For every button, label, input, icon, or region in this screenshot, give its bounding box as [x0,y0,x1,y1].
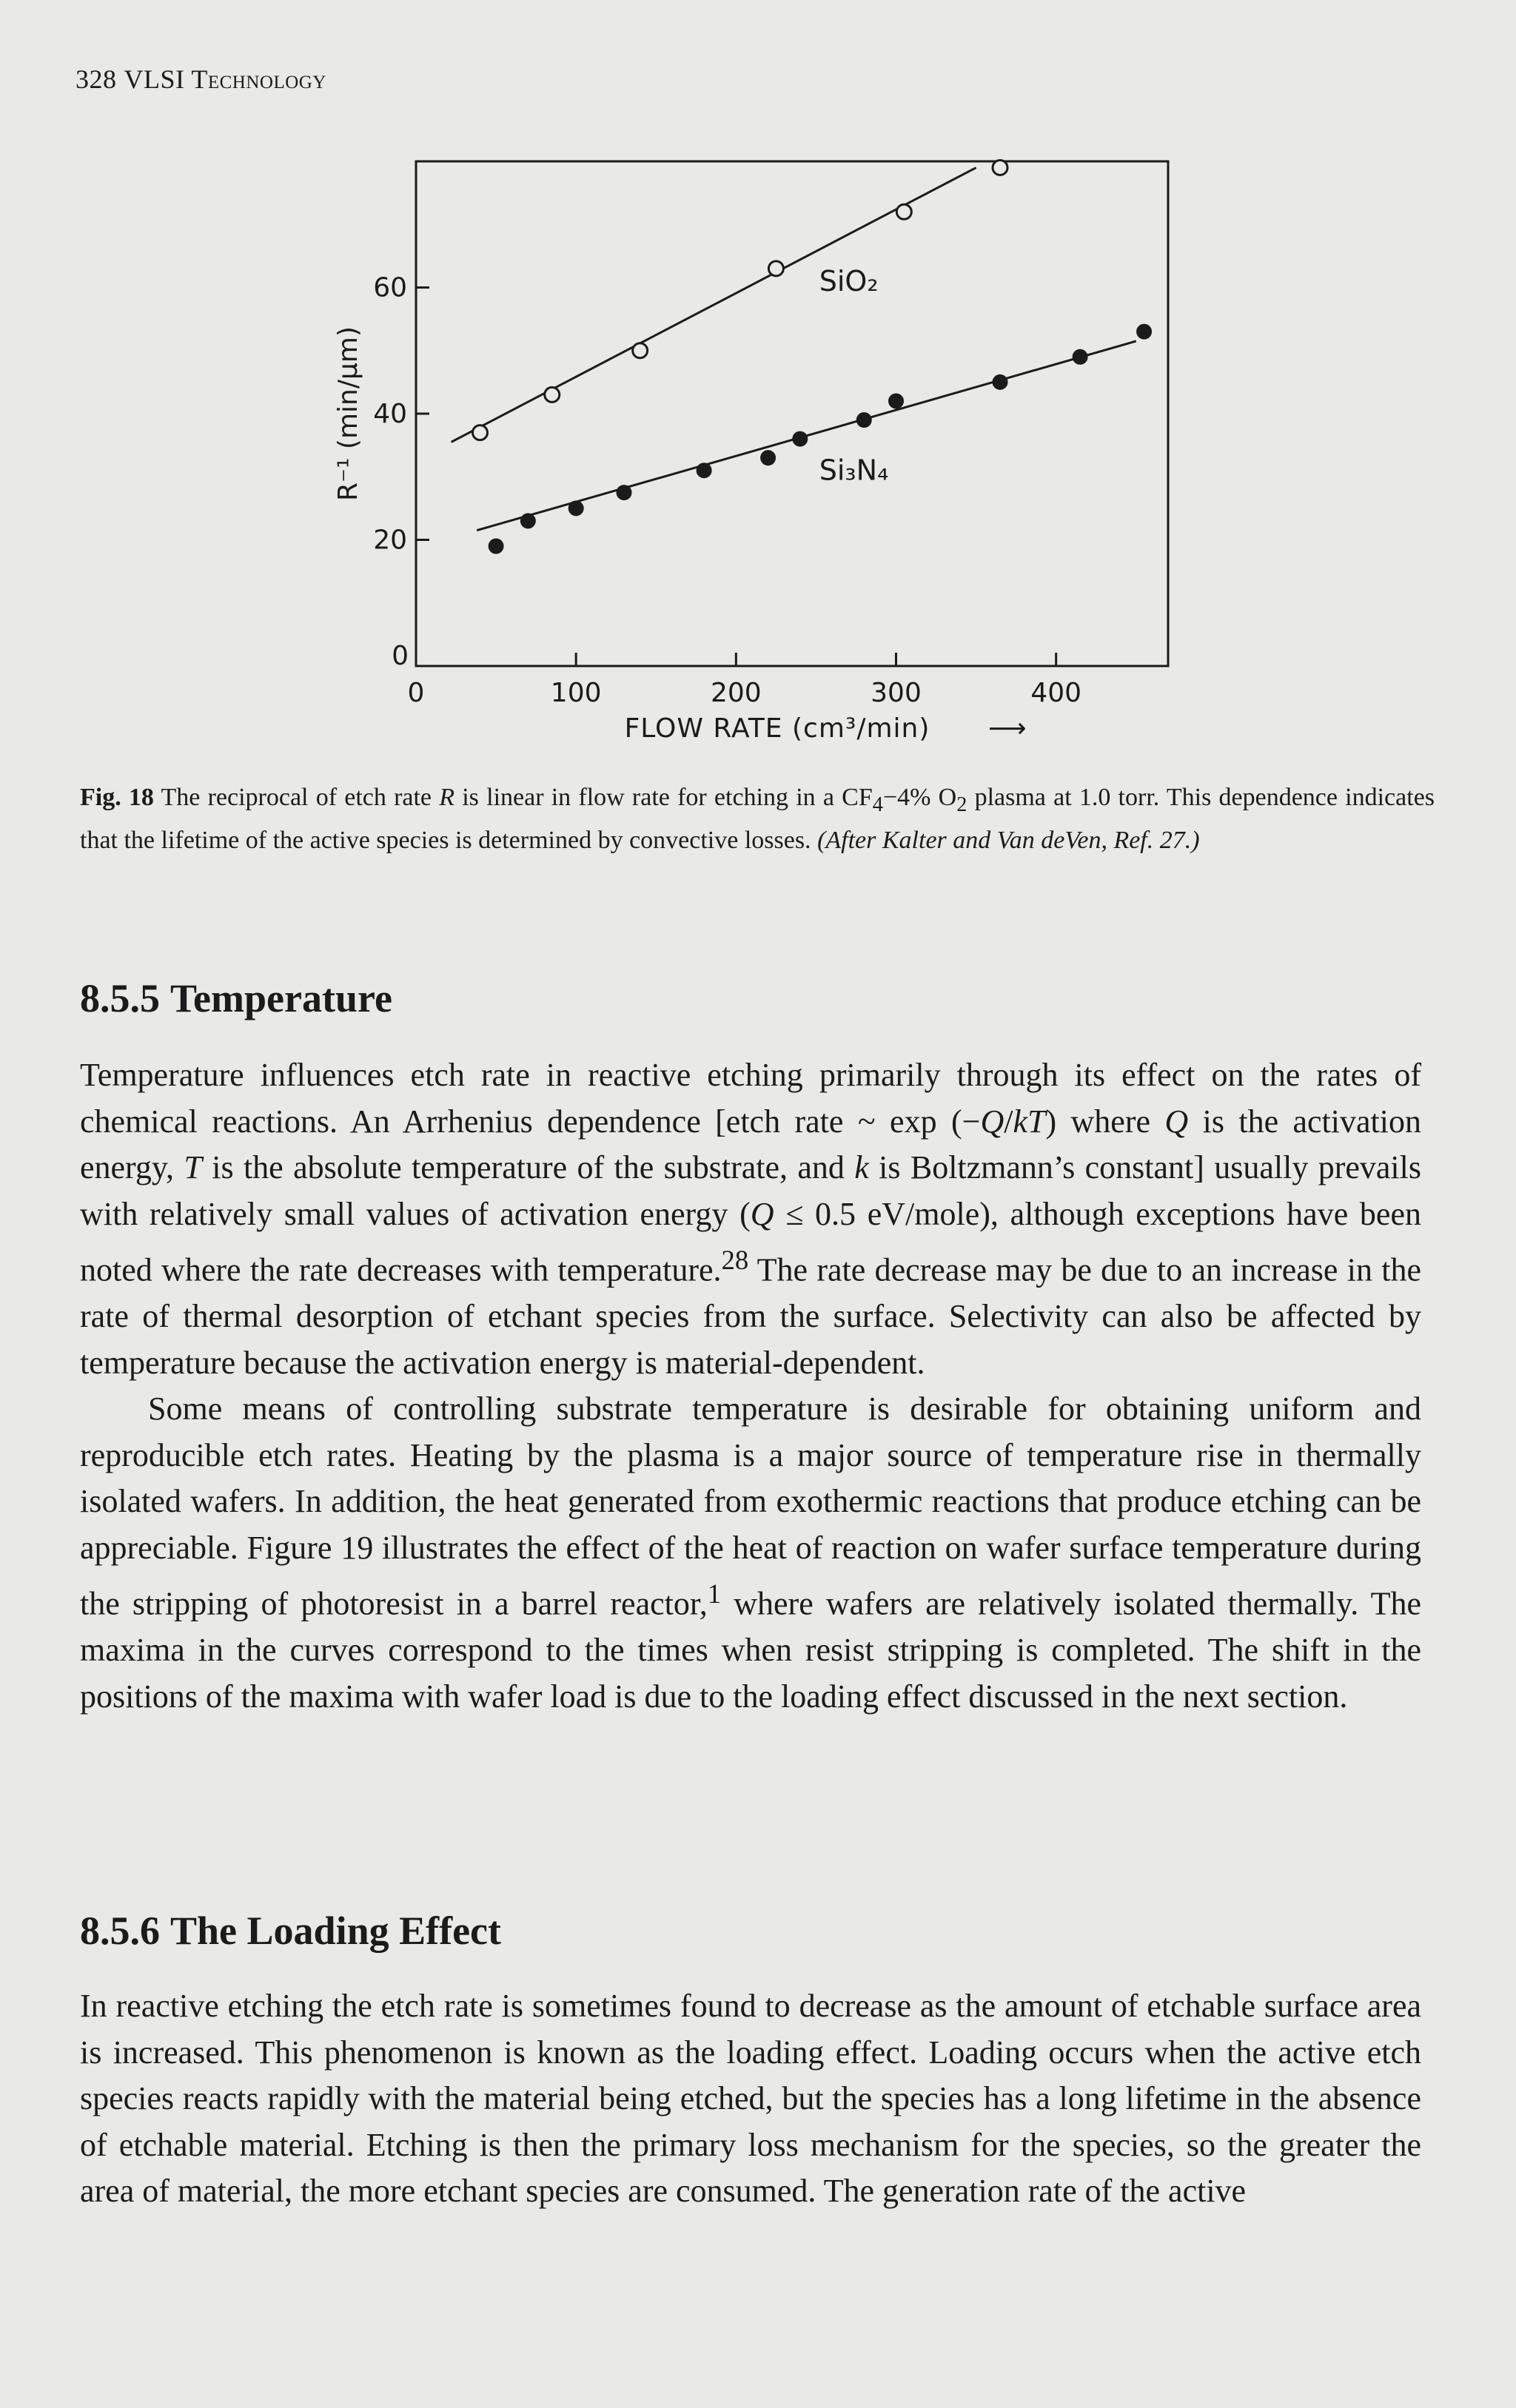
section-title: Temperature [170,976,392,1020]
data-point [489,539,503,553]
text-run: Temperature influences etch rate in reactive etching primarily through its effect on the rates of chemical reactions. An Arrhenius dependence [etch rate ~ exp (− [80,1057,1421,1140]
caption-attribution: (After Kalter and Van deVen, Ref. 27.) [817,826,1200,854]
data-point [762,451,775,465]
data-point [521,514,534,528]
data-point [890,394,903,408]
math-var: k [854,1149,869,1185]
figure-label: Fig. 18 [80,784,154,811]
x-tick-label: 200 [710,678,762,708]
series-label: SiO₂ [819,264,879,297]
section-body-temperature [80,1052,1421,1720]
section-heading-temperature [80,975,392,1021]
section-number: 8.5.6 [80,1908,160,1953]
caption-variable: R [439,784,455,811]
data-point [697,464,711,477]
x-tick-label: 300 [871,678,922,708]
x-tick-label: 0 [407,678,425,708]
reference-superscript: 28 [721,1245,749,1275]
math-var: T [184,1149,202,1185]
math-var: kT [1013,1103,1046,1140]
data-point [633,343,648,358]
text-run: / [1004,1103,1013,1140]
text-run: is the absolute temperature of the substrate, and [201,1149,855,1185]
x-tick-label: 400 [1030,678,1082,708]
text-run: The rate decrease may be due to an increase in the rate of thermal desorption of etchant species from the surface. Selectivity can also be affected by temperature because the activation energy is material-dependent. [80,1251,1421,1381]
caption-text: The reciprocal of etch rate [153,784,440,811]
plot-frame [416,161,1168,666]
data-point [794,432,807,445]
x-axis-arrow: ⟶ [988,713,1027,744]
text-run: ≤ 0.5 eV/mole), although exceptions have been noted where the rate decreases with temperature. [80,1195,1421,1288]
section-title: The Loading Effect [170,1908,502,1953]
caption-subscript: 2 [956,793,967,816]
page-number: 328 [76,64,117,94]
paragraph [80,1386,1421,1720]
x-tick-label: 100 [550,678,602,708]
data-point [472,426,487,440]
caption-text: is linear in flow rate for etching in a CF [455,784,873,811]
caption-subscript: 4 [872,793,883,816]
text-run: Some means of controlling substrate temperature is desirable for obtaining uniform and reproducible etch rates. Heating by the plasma is a major source of temperature rise in thermally isolated wafers. In addition, the heat generated from exothermic reactions that produce etching can be appreciable. Figure 19 illustrates the effect of the heat of reaction on wafer surface temperature during the stripping of photoresist in a barrel reactor, [80,1390,1421,1622]
paragraph: In reactive etching the etch rate is sometimes found to decrease as the amount of etchable surface area is increased. This phenomenon is known as the loading effect. Loading occurs when the active etch species reacts rapidly with the material being etched, but the species has a long lifetime in the absence of etchable material. Etching is then the primary loss mechanism for the species, so the greater the area of material, the more etchant species are consumed. The generation rate of the active [80,1988,1421,2209]
data-point [896,204,911,219]
math-var: Q [1164,1103,1189,1140]
data-point [545,387,560,402]
series-label: Si₃N₄ [819,454,889,487]
data-point [768,261,783,276]
y-tick-label: 60 [373,272,407,303]
paragraph [80,1052,1421,1386]
y-tick-label: 40 [373,399,407,429]
x-axis-label: FLOW RATE (cm³/min) [624,713,930,744]
data-point [857,414,871,427]
data-point [569,502,583,515]
section-heading-loading-effect [80,1908,501,1954]
flow-rate-chart [318,148,1207,747]
reference-superscript: 1 [707,1578,722,1610]
running-header [76,64,326,95]
math-var: Q [980,1103,1004,1140]
y-axis-label: R⁻¹ (min/µm) [333,326,363,501]
section-body-loading-effect [80,1983,1421,2215]
text-run: is Boltzmann’s constant] usually prevails with relatively small values of activation energy ( [80,1149,1422,1232]
text-run: where wafers are relatively isolated thermally. The maxima in the curves correspond to the times when resist stripping is completed. The shift in the positions of the maxima with wafer load is due to the loading effect discussed in the next section. [80,1585,1421,1715]
running-title: VLSI Technology [124,64,326,94]
y-tick-label: 20 [373,525,407,556]
figure-caption [80,780,1435,858]
text-run: is the activation energy, [80,1103,1421,1185]
data-point [617,486,631,500]
data-point [993,161,1007,175]
y-tick-label: 0 [392,641,409,671]
math-var: Q [750,1195,774,1232]
caption-text: −4% O [882,784,957,811]
section-number: 8.5.5 [80,976,160,1020]
caption-text: plasma at 1.0 torr. This dependence indicates that the lifetime of the active species is determined by convective losses. [80,784,1435,854]
data-point [993,375,1007,389]
data-point [1073,350,1087,363]
data-point [1138,325,1151,338]
text-run: ) where [1045,1103,1165,1140]
